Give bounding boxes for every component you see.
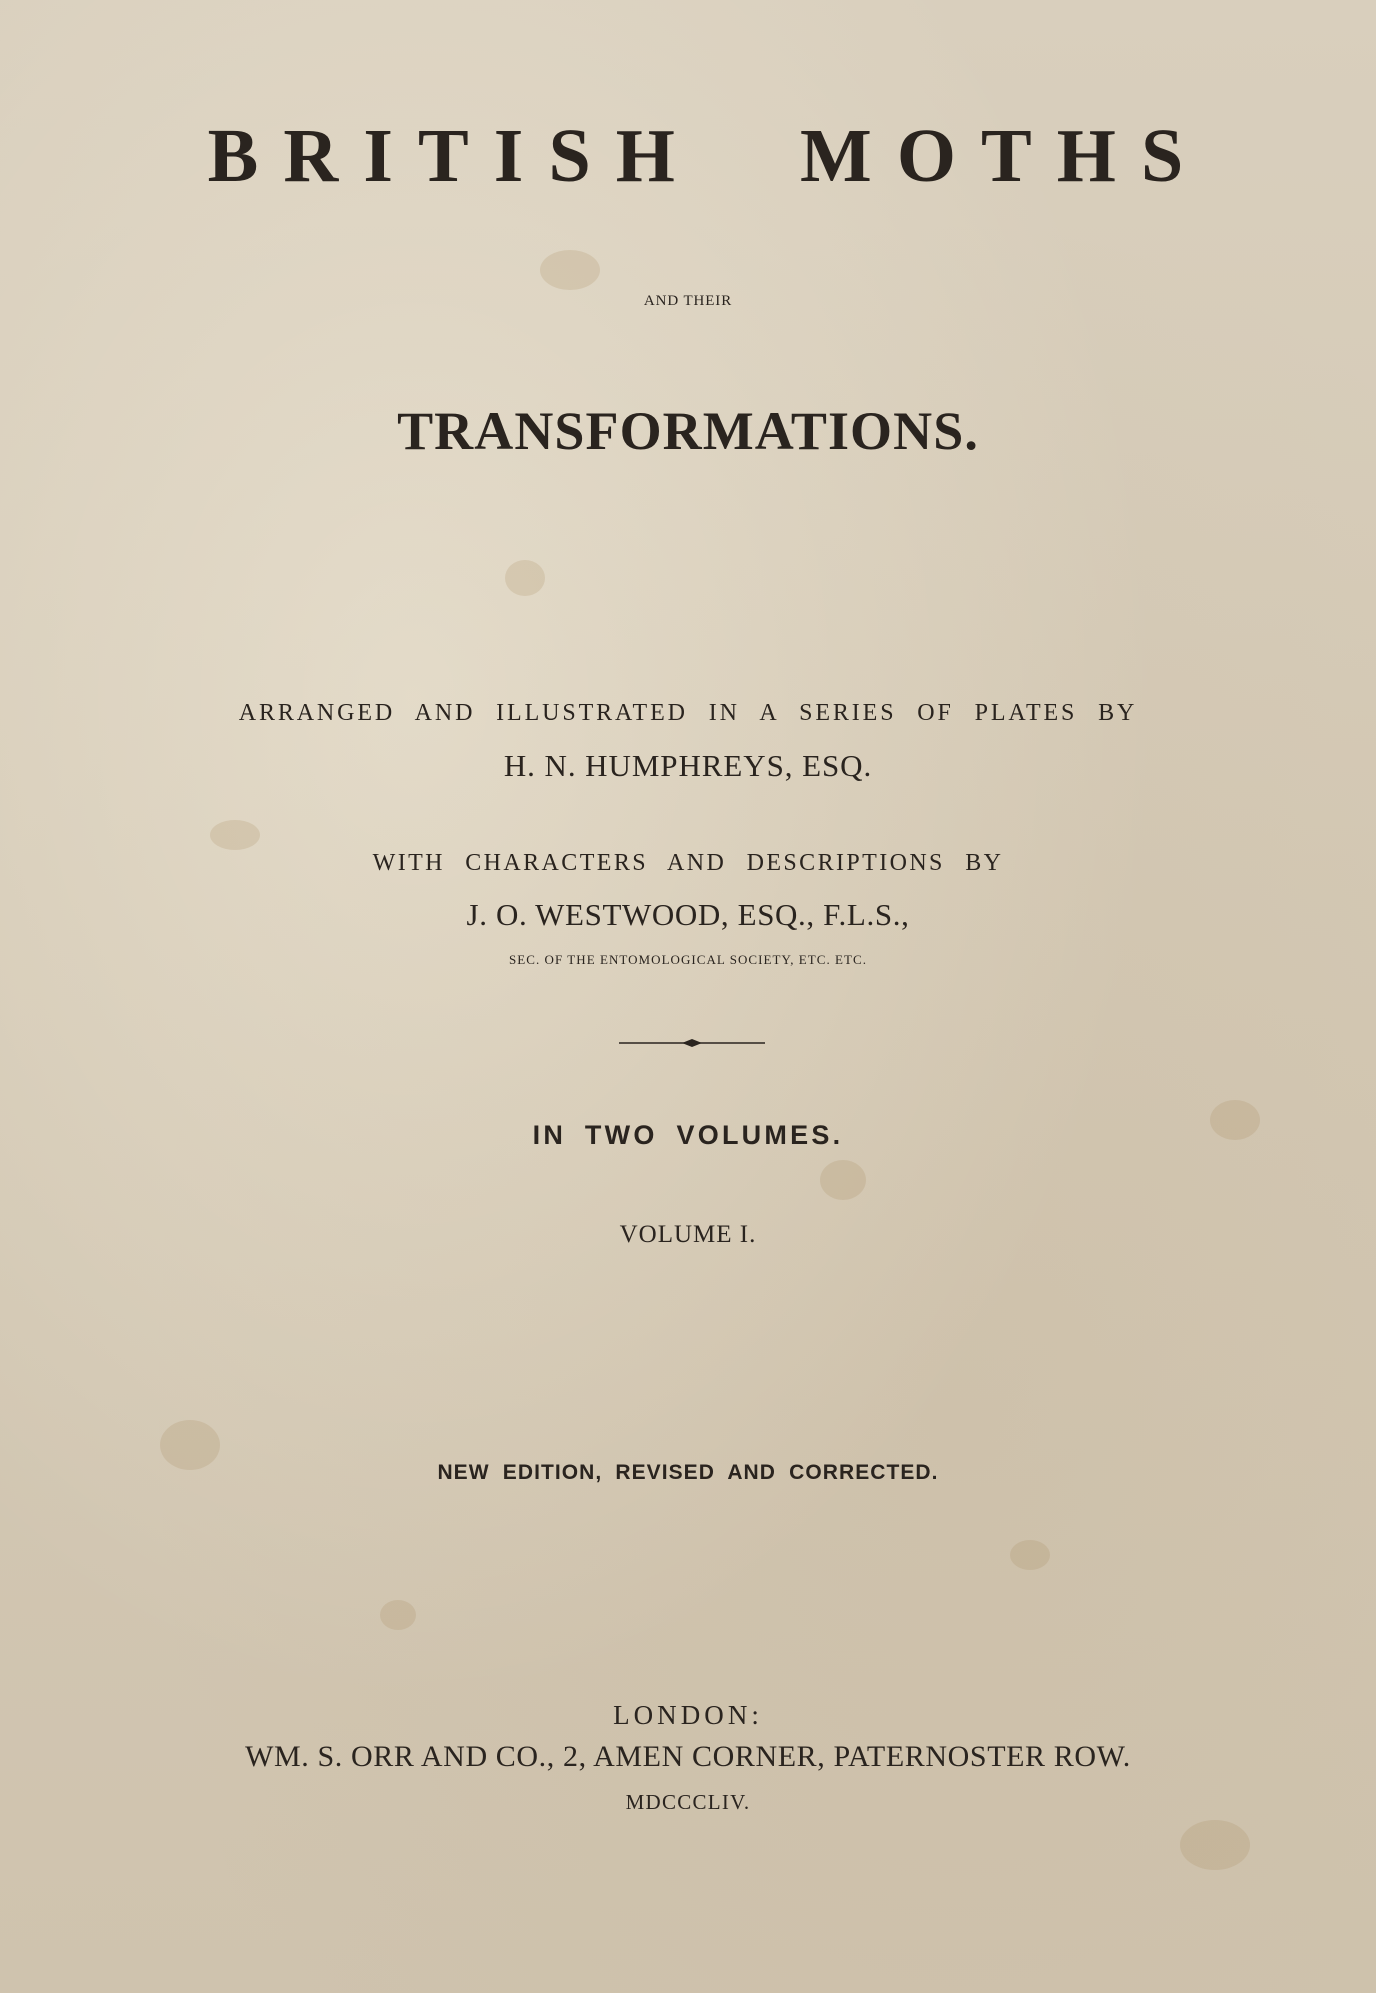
imprint-publisher: WM. S. ORR AND CO., 2, AMEN CORNER, PATERNOSTER ROW.: [245, 1740, 1131, 1773]
book-title-word-1: BRITISH: [207, 114, 701, 198]
title-connector: AND THEIR: [643, 293, 733, 309]
foxing-spot: [1010, 1540, 1050, 1570]
foxing-spot: [380, 1600, 416, 1630]
volume-count: IN TWO VOLUMES.: [532, 1120, 844, 1150]
arranged-by-line: ARRANGED AND ILLUSTRATED IN A SERIES OF PLATES BY: [238, 700, 1138, 726]
book-subtitle: TRANSFORMATIONS.: [397, 401, 979, 461]
foxing-spot: [210, 820, 260, 850]
imprint-year: MDCCCLIV.: [625, 1790, 751, 1814]
ornamental-rule: [619, 1036, 765, 1050]
book-title-word-2: MOTHS: [800, 114, 1209, 198]
foxing-spot: [540, 250, 600, 290]
foxing-spot: [1180, 1820, 1250, 1870]
illustrator-name: H. N. HUMPHREYS, ESQ.: [503, 748, 873, 783]
descriptions-by-line: WITH CHARACTERS AND DESCRIPTIONS BY: [372, 850, 1004, 876]
foxing-spot: [820, 1160, 866, 1200]
book-title: [0, 114, 1376, 198]
author-role: SEC. OF THE ENTOMOLOGICAL SOCIETY, ETC. ETC.: [508, 952, 867, 967]
edition-note: NEW EDITION, REVISED AND CORRECTED.: [437, 1461, 939, 1484]
foxing-spot: [505, 560, 545, 596]
volume-number: VOLUME I.: [619, 1221, 757, 1248]
author-name: J. O. WESTWOOD, ESQ., F.L.S.,: [466, 897, 910, 932]
imprint-city: LONDON:: [613, 1700, 763, 1730]
